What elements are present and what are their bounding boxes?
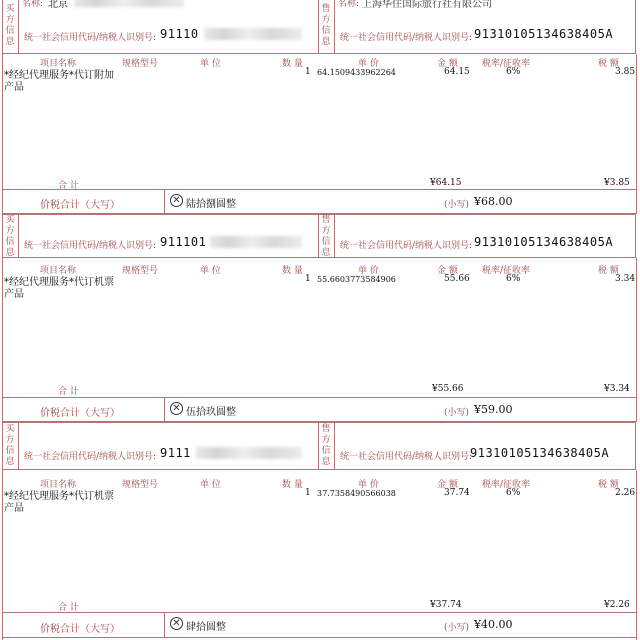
col-rate: 税率/征收率 bbox=[482, 266, 531, 276]
cross-circle-icon: ✕ bbox=[170, 194, 183, 207]
item-qty: 1 bbox=[305, 488, 311, 498]
col-spec: 规格型号 bbox=[122, 266, 159, 276]
item-tax: 3.34 bbox=[615, 274, 636, 284]
seller-credit-code: 91310105134638405A bbox=[470, 446, 610, 460]
item-name-cont: 产品 bbox=[4, 503, 24, 514]
redacted-buyer-id bbox=[204, 28, 302, 40]
col-amount: 金 额 bbox=[437, 266, 458, 276]
total-label: 合 计 bbox=[58, 387, 79, 397]
invoice-1 bbox=[0, 0, 640, 215]
small-label: (小写) bbox=[444, 200, 470, 210]
item-rate: 6% bbox=[506, 67, 521, 77]
item-name: *经纪代理服务*代订机票 bbox=[4, 277, 114, 288]
seller-name-label: 名称: bbox=[338, 0, 360, 9]
small-label: (小写) bbox=[444, 623, 470, 633]
buyer-credit-label: 统一社会信用代码/纳税人识别号: bbox=[24, 33, 157, 43]
total-tax: ¥3.34 bbox=[604, 384, 630, 394]
total-tax: ¥2.26 bbox=[604, 600, 630, 610]
cross-circle-icon: ✕ bbox=[170, 402, 183, 415]
item-amount: 55.66 bbox=[444, 274, 470, 284]
total-label: 合 计 bbox=[58, 603, 79, 613]
col-spec: 规格型号 bbox=[122, 59, 159, 69]
grand-total-label: 价税合计（大写） bbox=[40, 200, 120, 211]
seller-credit-label: 统一社会信用代码/纳税人识别号: bbox=[340, 33, 473, 43]
grand-total-words: 陆拾捌圆整 bbox=[186, 199, 236, 210]
item-tax: 2.26 bbox=[615, 488, 636, 498]
grand-total-number: ¥59.00 bbox=[474, 403, 513, 416]
seller-side-label: 售方信息 bbox=[321, 424, 331, 467]
buyer-credit-code: 91110 bbox=[160, 27, 199, 41]
col-rate: 税率/征收率 bbox=[482, 480, 531, 490]
item-name: *经纪代理服务*代订机票 bbox=[4, 491, 114, 502]
redacted-buyer-id bbox=[210, 236, 302, 248]
col-amount: 金 额 bbox=[437, 480, 458, 490]
item-qty: 1 bbox=[305, 67, 311, 77]
item-price: 55.6603773584906 bbox=[317, 275, 396, 284]
item-amount: 37.74 bbox=[444, 488, 470, 498]
total-label: 合 计 bbox=[58, 181, 79, 191]
col-qty: 数 量 bbox=[282, 480, 303, 490]
col-qty: 数 量 bbox=[282, 59, 303, 69]
col-tax: 税 额 bbox=[598, 480, 619, 490]
col-unit: 单 位 bbox=[200, 266, 221, 276]
buyer-credit-label: 统一社会信用代码/纳税人识别号: bbox=[24, 452, 157, 462]
buyer-side-label: 买方信息 bbox=[5, 4, 15, 47]
col-unit: 单 位 bbox=[200, 59, 221, 69]
col-price: 单 价 bbox=[358, 480, 379, 490]
grand-total-label: 价税合计（大写） bbox=[40, 624, 120, 635]
col-price: 单 价 bbox=[358, 266, 379, 276]
seller-name: 上海华住国际旅行社有限公司 bbox=[362, 0, 492, 10]
item-rate: 6% bbox=[506, 274, 521, 284]
total-amount: ¥37.74 bbox=[430, 600, 462, 610]
grand-total-label: 价税合计（大写） bbox=[40, 408, 120, 419]
grand-total-number: ¥40.00 bbox=[474, 618, 513, 631]
cross-circle-icon: ✕ bbox=[170, 617, 183, 630]
col-tax: 税 额 bbox=[598, 266, 619, 276]
redacted-buyer-name bbox=[74, 0, 184, 7]
seller-side-label: 售方信息 bbox=[321, 4, 331, 47]
total-amount: ¥64.15 bbox=[430, 178, 462, 188]
buyer-name-label: 名称: bbox=[22, 0, 44, 9]
seller-credit-code: 91310105134638405A bbox=[474, 235, 614, 249]
item-tax: 3.85 bbox=[615, 67, 636, 77]
col-item: 项目名称 bbox=[40, 266, 77, 276]
small-label: (小写) bbox=[444, 408, 470, 418]
col-spec: 规格型号 bbox=[122, 480, 159, 490]
col-amount: 金 额 bbox=[437, 59, 458, 69]
seller-credit-label: 统一社会信用代码/纳税人识别号: bbox=[340, 241, 473, 251]
col-item: 项目名称 bbox=[40, 480, 77, 490]
invoice-3 bbox=[0, 422, 640, 640]
item-name: *经纪代理服务*代订附加 bbox=[4, 70, 114, 81]
item-amount: 64.15 bbox=[444, 67, 470, 77]
seller-credit-label: 统一社会信用代码/纳税人识别号: bbox=[340, 452, 473, 462]
seller-credit-code: 91310105134638405A bbox=[474, 27, 614, 41]
buyer-credit-code: 9111 bbox=[160, 446, 191, 460]
buyer-credit-label: 统一社会信用代码/纳税人识别号: bbox=[24, 241, 157, 251]
item-price: 37.7358490566038 bbox=[317, 489, 396, 498]
col-item: 项目名称 bbox=[40, 59, 77, 69]
seller-side-label: 售方信息 bbox=[321, 215, 331, 258]
item-name-cont: 产品 bbox=[4, 289, 24, 300]
col-unit: 单 位 bbox=[200, 480, 221, 490]
invoice-2 bbox=[0, 214, 640, 422]
col-tax: 税 额 bbox=[598, 59, 619, 69]
total-tax: ¥3.85 bbox=[604, 178, 630, 188]
total-amount: ¥55.66 bbox=[432, 384, 464, 394]
redacted-buyer-id bbox=[196, 447, 302, 459]
grand-total-words: 肆拾圆整 bbox=[186, 622, 226, 633]
item-price: 64.1509433962264 bbox=[317, 68, 396, 77]
item-qty: 1 bbox=[305, 274, 311, 284]
grand-total-words: 伍拾玖圆整 bbox=[186, 407, 236, 418]
buyer-name: 北京 bbox=[48, 0, 68, 10]
buyer-side-label: 买方信息 bbox=[5, 215, 15, 258]
col-price: 单 价 bbox=[358, 59, 379, 69]
col-rate: 税率/征收率 bbox=[482, 59, 531, 69]
buyer-side-label: 买方信息 bbox=[5, 424, 15, 467]
item-rate: 6% bbox=[506, 488, 521, 498]
buyer-credit-code: 911101 bbox=[160, 235, 207, 249]
grand-total-number: ¥68.00 bbox=[474, 195, 513, 208]
col-qty: 数 量 bbox=[282, 266, 303, 276]
item-name-cont: 产品 bbox=[4, 82, 24, 93]
